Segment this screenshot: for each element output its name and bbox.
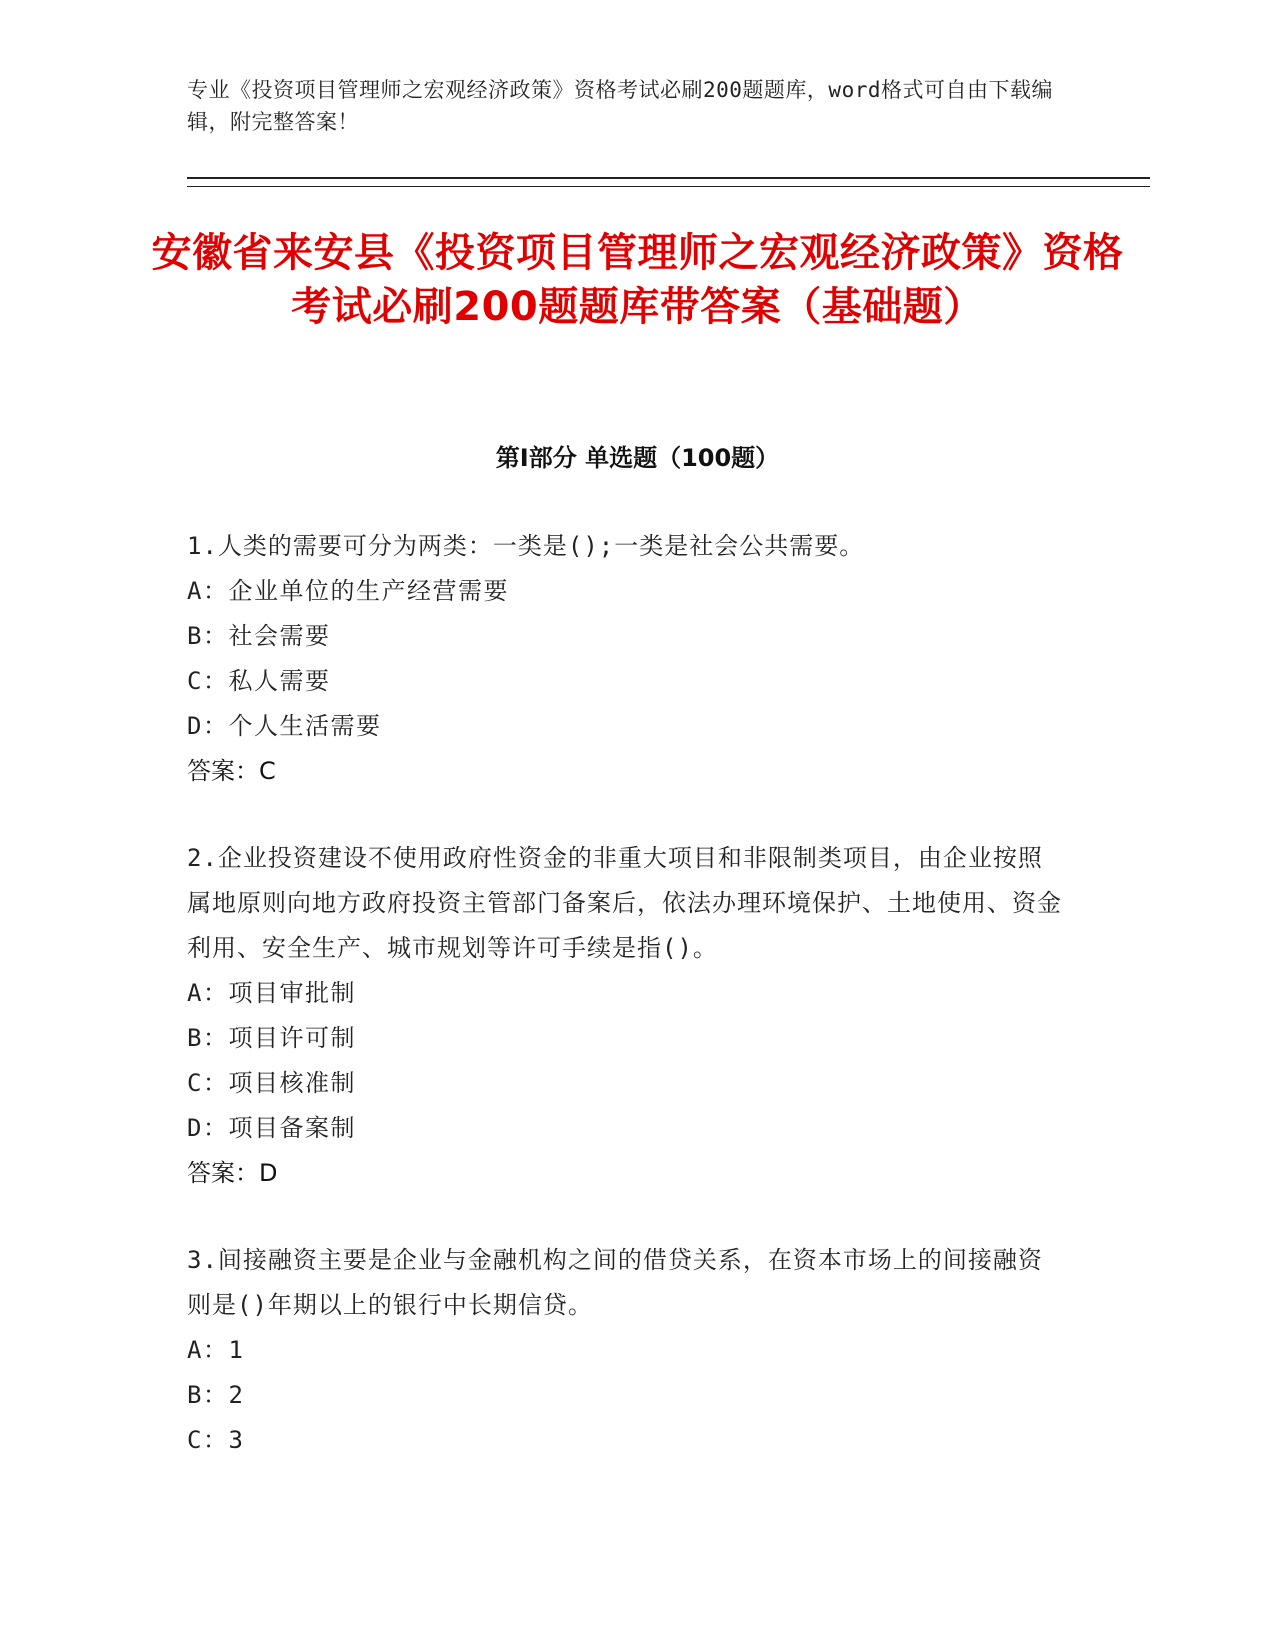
question-option: C：3 bbox=[187, 1426, 245, 1454]
document-title: 安徽省来安县《投资项目管理师之宏观经济政策》资格考试必刷200题题库带答案（基础题） bbox=[151, 230, 1124, 330]
question-option: A：项目审批制 bbox=[187, 979, 356, 1007]
question-option: B：社会需要 bbox=[187, 622, 331, 650]
section-heading: 第Ⅰ部分 单选题（100题） bbox=[495, 444, 780, 472]
question-option: A：企业单位的生产经营需要 bbox=[187, 577, 509, 605]
question-option: B：项目许可制 bbox=[187, 1024, 356, 1052]
question-option: D：项目备案制 bbox=[187, 1114, 356, 1142]
question-stem: 1.人类的需要可分为两类：一类是();一类是社会公共需要。 bbox=[187, 532, 865, 560]
question-list bbox=[187, 524, 1067, 1505]
question-answer: 答案：C bbox=[187, 757, 276, 785]
question-answer: 答案：D bbox=[187, 1159, 278, 1187]
question-option: B：2 bbox=[187, 1381, 245, 1409]
question-option: A：1 bbox=[187, 1336, 245, 1364]
question-stem: 3.间接融资主要是企业与金融机构之间的借贷关系，在资本市场上的间接融资则是()年期以上的银行中长期信贷。 bbox=[187, 1246, 1043, 1319]
question-option: C：项目核准制 bbox=[187, 1069, 356, 1097]
header-rule-thin bbox=[187, 186, 1150, 187]
question-item bbox=[187, 1238, 1067, 1463]
question-stem: 2.企业投资建设不使用政府性资金的非重大项目和非限制类项目，由企业按照属地原则向地方政府投资主管部门备案后，依法办理环境保护、土地使用、资金利用、安全生产、城市规划等许可手续是指()。 bbox=[187, 844, 1062, 962]
question-item bbox=[187, 836, 1067, 1196]
header-note: 专业《投资项目管理师之宏观经济政策》资格考试必刷200题题库，word格式可自由下载编辑，附完整答案！ bbox=[187, 78, 1053, 134]
question-item bbox=[187, 524, 1067, 794]
question-option: C：私人需要 bbox=[187, 667, 331, 695]
header-rule-thick bbox=[187, 177, 1150, 179]
question-option: D：个人生活需要 bbox=[187, 712, 382, 740]
